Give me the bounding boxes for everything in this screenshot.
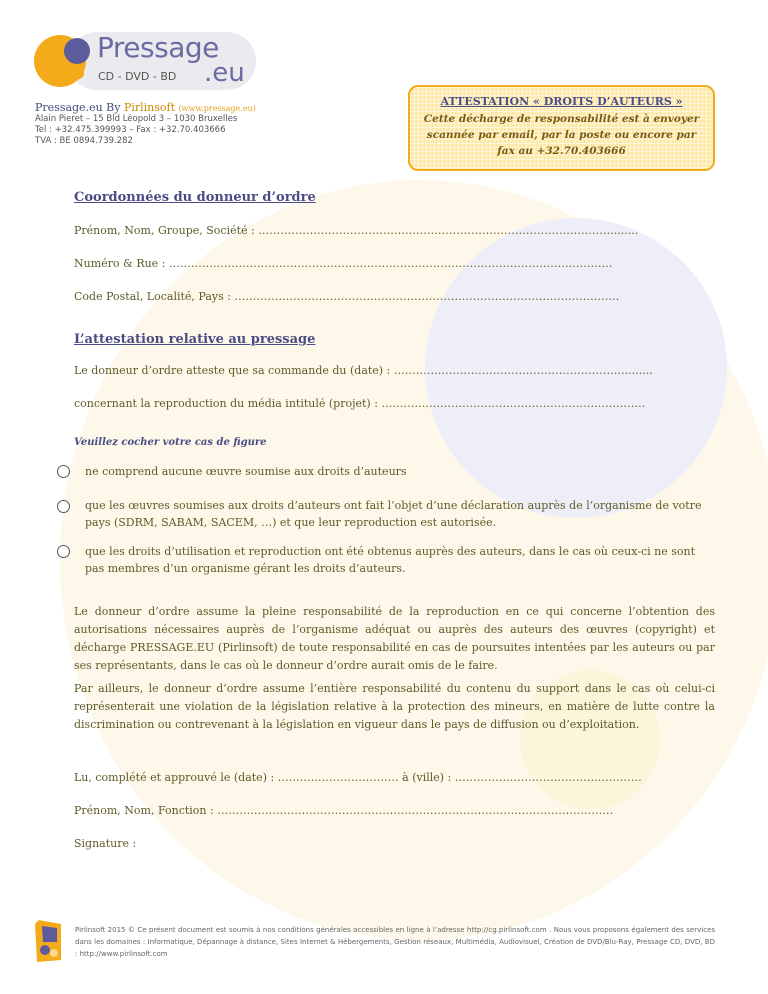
logo-name: Pressage — [97, 31, 219, 64]
pirlinsoft-logo-icon — [33, 918, 65, 964]
company-address: Alain Pieret – 15 Bld Léopold 3 – 1030 Bruxelles — [35, 114, 238, 124]
company-url[interactable]: (www.pressage.eu) — [178, 104, 256, 113]
pressage-logo — [32, 30, 264, 92]
field-numero-rue[interactable]: Numéro & Rue : …………………………………………………………………………………………………………. — [74, 257, 613, 270]
attestation-body: Cette décharge de responsabilité est à envoyer scannée par email, par la poste ou encore par fax au +32.70.403666 — [423, 113, 700, 157]
logo-subtitle: CD - DVD - BD — [98, 70, 177, 83]
company-brand: Pirlinsoft — [123, 101, 176, 114]
footer-legal-text: Pirlinsoft 2015 © Ce présent document est soumis à nos conditions générales accessibles en ligne à l’adresse http://cg.pirlinsoft.com . Nous vous proposons également des services dans les domaines : Informatique, Dépannage à distance, Sites Internet & Hébergements, Gestion réseaux, Multimédia, Audiovisuel, Création de DVD/Blu-Ray, Pressage CD, DVD, BD : http://www.pirlinsoft.com — [75, 926, 715, 958]
checkbox-hint: Veuillez cocher votre cas de figure — [74, 437, 267, 448]
company-tva: TVA : BE 0894.739.282 — [35, 136, 133, 146]
option-2-label: que les œuvres soumises aux droits d’auteurs ont fait l’objet d’une déclaration auprès de l’organisme de votre pays (SDRM, SABAM, SACEM, …) et que leur reproduction est autorisée. — [85, 499, 702, 529]
company-name-line — [35, 101, 256, 114]
field-date-commande[interactable]: Le donneur d’ordre atteste que sa commande du (date) : ………………………………………………………........ — [74, 364, 653, 377]
section-title-attestation: L’attestation relative au pressage — [74, 332, 316, 347]
radio-option-2[interactable] — [57, 500, 70, 513]
logo-tld: .eu — [204, 58, 245, 88]
attestation-title: ATTESTATION « DROITS D’AUTEURS » — [440, 95, 683, 108]
attestation-box — [408, 85, 715, 171]
section-title-coordonnees: Coordonnées du donneur d’ordre — [74, 190, 316, 205]
option-1-label: ne comprend aucune œuvre soumise aux droits d’auteurs — [85, 465, 407, 478]
field-code-postal[interactable]: Code Postal, Localité, Pays : …………………………………………………………………………………………… — [74, 290, 620, 303]
option-3-label: que les droits d’utilisation et reproduction ont été obtenus auprès des auteurs, dans le cas où ceux-ci ne sont pas membres d’un organisme gérant les droits d’auteurs. — [85, 545, 696, 575]
radio-option-3[interactable] — [57, 545, 70, 558]
field-fonction[interactable]: Prénom, Nom, Fonction : ……………………………………………………………………………………………… — [74, 804, 614, 817]
field-projet[interactable]: concernant la reproduction du média intitulé (projet) : ……………………………………………………………… — [74, 397, 646, 410]
responsibility-paragraph-1: Le donneur d’ordre assume la pleine responsabilité de la reproduction en ce qui concerne l’obtention des autorisations nécessaires auprès de l’organisme adéquat ou auprès des auteurs des œuvres (copyright) et décharge PRESSAGE.EU (Pirlinsoft) de toute responsabilité en cas de poursuites intentées par les auteurs ou par ses représentants, dans le cas où le donneur d’ordre aurait omis de le faire. — [74, 605, 715, 672]
company-name: Pressage.eu By — [35, 101, 124, 114]
company-phone: Tel : +32.475.399993 – Fax : +32.70.403666 — [35, 125, 226, 135]
logo-dot-yellow — [73, 68, 84, 79]
logo-dot-blue — [64, 38, 90, 64]
signature-label: Signature : — [74, 837, 137, 850]
field-date-ville[interactable]: Lu, complété et approuvé le (date) : …………………………… à (ville) : …………………………………………… — [74, 771, 642, 784]
radio-option-1[interactable] — [57, 465, 70, 478]
company-address-block — [35, 114, 237, 147]
responsibility-paragraph-2: Par ailleurs, le donneur d’ordre assume l’entière responsabilité du contenu du support dans le cas où celui-ci représenterait une violation de la législation relative à la protection des mineurs, en matière de lutte contre la discrimination ou contrevenant à la législation en vigueur dans le pays de diffusion ou d’exploitation. — [74, 682, 715, 731]
field-nom-societe[interactable]: Prénom, Nom, Groupe, Société : ……………………………………………………………………………………........ — [74, 224, 639, 237]
